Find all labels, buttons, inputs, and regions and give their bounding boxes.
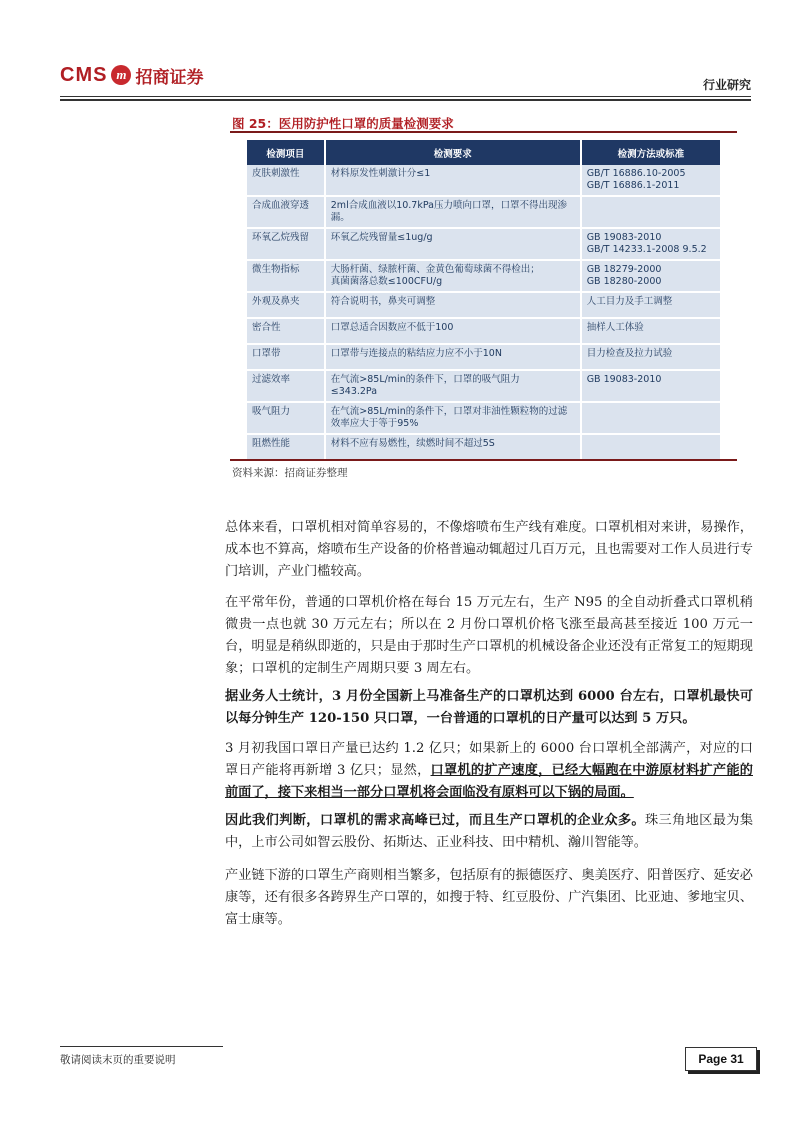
table-cell <box>581 402 721 434</box>
table-cell: 口罩带 <box>247 344 325 370</box>
table-cell: 阻燃性能 <box>247 434 325 460</box>
table-cell: 微生物指标 <box>247 260 325 292</box>
table-cell: GB 19083-2010 GB/T 14233.1-2008 9.5.2 <box>581 228 721 260</box>
table-cell: 环氧乙烷残留量≤1ug/g <box>325 228 581 260</box>
table-cell: 合成血液穿透 <box>247 196 325 228</box>
company-logo <box>60 62 220 88</box>
table-cell: 人工目力及手工调整 <box>581 292 721 318</box>
table-row <box>247 228 721 260</box>
logo-mark-icon: m <box>111 65 131 85</box>
table-cell: 吸气阻力 <box>247 402 325 434</box>
table-row <box>247 260 721 292</box>
table-cell: 外观及鼻夹 <box>247 292 325 318</box>
table-cell: 抽样人工体验 <box>581 318 721 344</box>
table-cell: 口罩总适合因数应不低于100 <box>325 318 581 344</box>
table-cell: 过滤效率 <box>247 370 325 402</box>
table-cell: 在气流>85L/min的条件下，口罩的吸气阻力 ≤343.2Pa <box>325 370 581 402</box>
table-row <box>247 344 721 370</box>
table-cell <box>581 196 721 228</box>
footer-disclaimer: 敬请阅读末页的重要说明 <box>60 1054 176 1066</box>
table-row <box>247 402 721 434</box>
table-cell: 口罩带与连接点的粘结应力应不小于10N <box>325 344 581 370</box>
paragraph-3: 据业务人士统计，3 月份全国新上马准备生产的口罩机达到 6000 台左右，口罩机最快可以每分钟生产 120-150 只口罩，一台普通的口罩机的日产量可以达到 5 万只。 <box>225 689 753 726</box>
table-row <box>247 292 721 318</box>
table-cell: 在气流>85L/min的条件下，口罩对非油性颗粒物的过滤效率应大于等于95% <box>325 402 581 434</box>
logo-cms-text: CMS <box>60 63 108 86</box>
table-row <box>247 196 721 228</box>
table-cell: 大肠杆菌、绿脓杆菌、金黄色葡萄球菌不得检出； 真菌菌落总数≤100CFU/g <box>325 260 581 292</box>
table-cell <box>581 434 721 460</box>
figure-title: 图 25：医用防护性口罩的质量检测要求 <box>232 116 454 131</box>
page-number: Page 31 <box>685 1047 757 1071</box>
paragraph-5 <box>225 810 753 854</box>
footer-divider <box>60 1046 223 1047</box>
report-type-label: 行业研究 <box>702 78 751 92</box>
paragraph-5-text: 珠三角地区最为集中，上市公司如智云股份、拓斯达、正业科技、田中精机、瀚川智能等。 <box>225 813 754 850</box>
figure-source: 资料来源：招商证券整理 <box>232 467 348 479</box>
table-cell: 符合说明书，鼻夹可调整 <box>325 292 581 318</box>
paragraph-5-emphasis: 因此我们判断，口罩机的需求高峰已过，而且生产口罩机的企业众多。 <box>225 813 645 828</box>
table-cell: 材料不应有易燃性，续燃时间不超过5S <box>325 434 581 460</box>
table-body <box>247 165 721 460</box>
figure-bottom-rule <box>230 459 737 461</box>
paragraph-1: 总体来看，口罩机相对简单容易的，不像熔喷布生产线有难度。口罩机相对来讲，易操作，成本也不算高，熔喷布生产设备的价格普遍动辄超过几百万元，且也需要对工作人员进行专门培训，产业门槛较高。 <box>225 520 753 579</box>
table-cell: 目力检查及拉力试验 <box>581 344 721 370</box>
table-row <box>247 434 721 460</box>
figure-top-rule <box>230 131 737 133</box>
table-header-cell: 检测方法或标准 <box>581 140 721 165</box>
table-cell: 2ml合成血液以10.7kPa压力喷向口罩，口罩不得出现渗漏。 <box>325 196 581 228</box>
table-cell: GB/T 16886.10-2005 GB/T 16886.1-2011 <box>581 165 721 196</box>
table-header-cell: 检测要求 <box>325 140 581 165</box>
table-cell: 皮肤刺激性 <box>247 165 325 196</box>
paragraph-4-text: 3 月初我国口罩日产量已达约 1.2 亿只；如果新上的 6000 台口罩机全部满产，对应的口罩日产能将再新增 3 亿只；显然， <box>225 741 753 778</box>
paragraph-6: 产业链下游的口罩生产商则相当繁多，包括原有的振德医疗、奥美医疗、阳普医疗、延安必康等，还有很多各跨界生产口罩的，如搜于特、红豆股份、广汽集团、比亚迪、爹地宝贝、富士康等。 <box>225 868 753 927</box>
table-cell: GB 18279-2000 GB 18280-2000 <box>581 260 721 292</box>
logo-chinese-text: 招商证券 <box>135 67 204 88</box>
table-cell: 密合性 <box>247 318 325 344</box>
table-row <box>247 165 721 196</box>
table-cell: 环氧乙烷残留 <box>247 228 325 260</box>
paragraph-4-emphasis: 口罩机的扩产速度，已经大幅跑在中游原材料扩产能的前面了，接下来相当一部分口罩机将会面临没有原料可以下锅的局面。 <box>225 763 753 800</box>
paragraph-4 <box>225 738 753 804</box>
table-row <box>247 370 721 402</box>
table-header-cell: 检测项目 <box>247 140 325 165</box>
table-header-row <box>247 140 721 165</box>
header-divider <box>60 96 751 97</box>
quality-test-table <box>247 140 722 461</box>
table-cell: 材料原发性刺激计分≤1 <box>325 165 581 196</box>
header-divider-thick <box>60 99 751 101</box>
paragraph-2: 在平常年份，普通的口罩机价格在每台 15 万元左右，生产 N95 的全自动折叠式口罩机稍微贵一点也就 30 万元左右；所以在 2 月份口罩机价格飞涨至最高甚至接近 100 万元一台，明显是稍纵即逝的，只是由于那时生产口罩机的机械设备企业还没有正常复工的短期现象；口罩机的定制生产周期只要 3 周左右。 <box>225 595 753 676</box>
table-row <box>247 318 721 344</box>
table-cell: GB 19083-2010 <box>581 370 721 402</box>
